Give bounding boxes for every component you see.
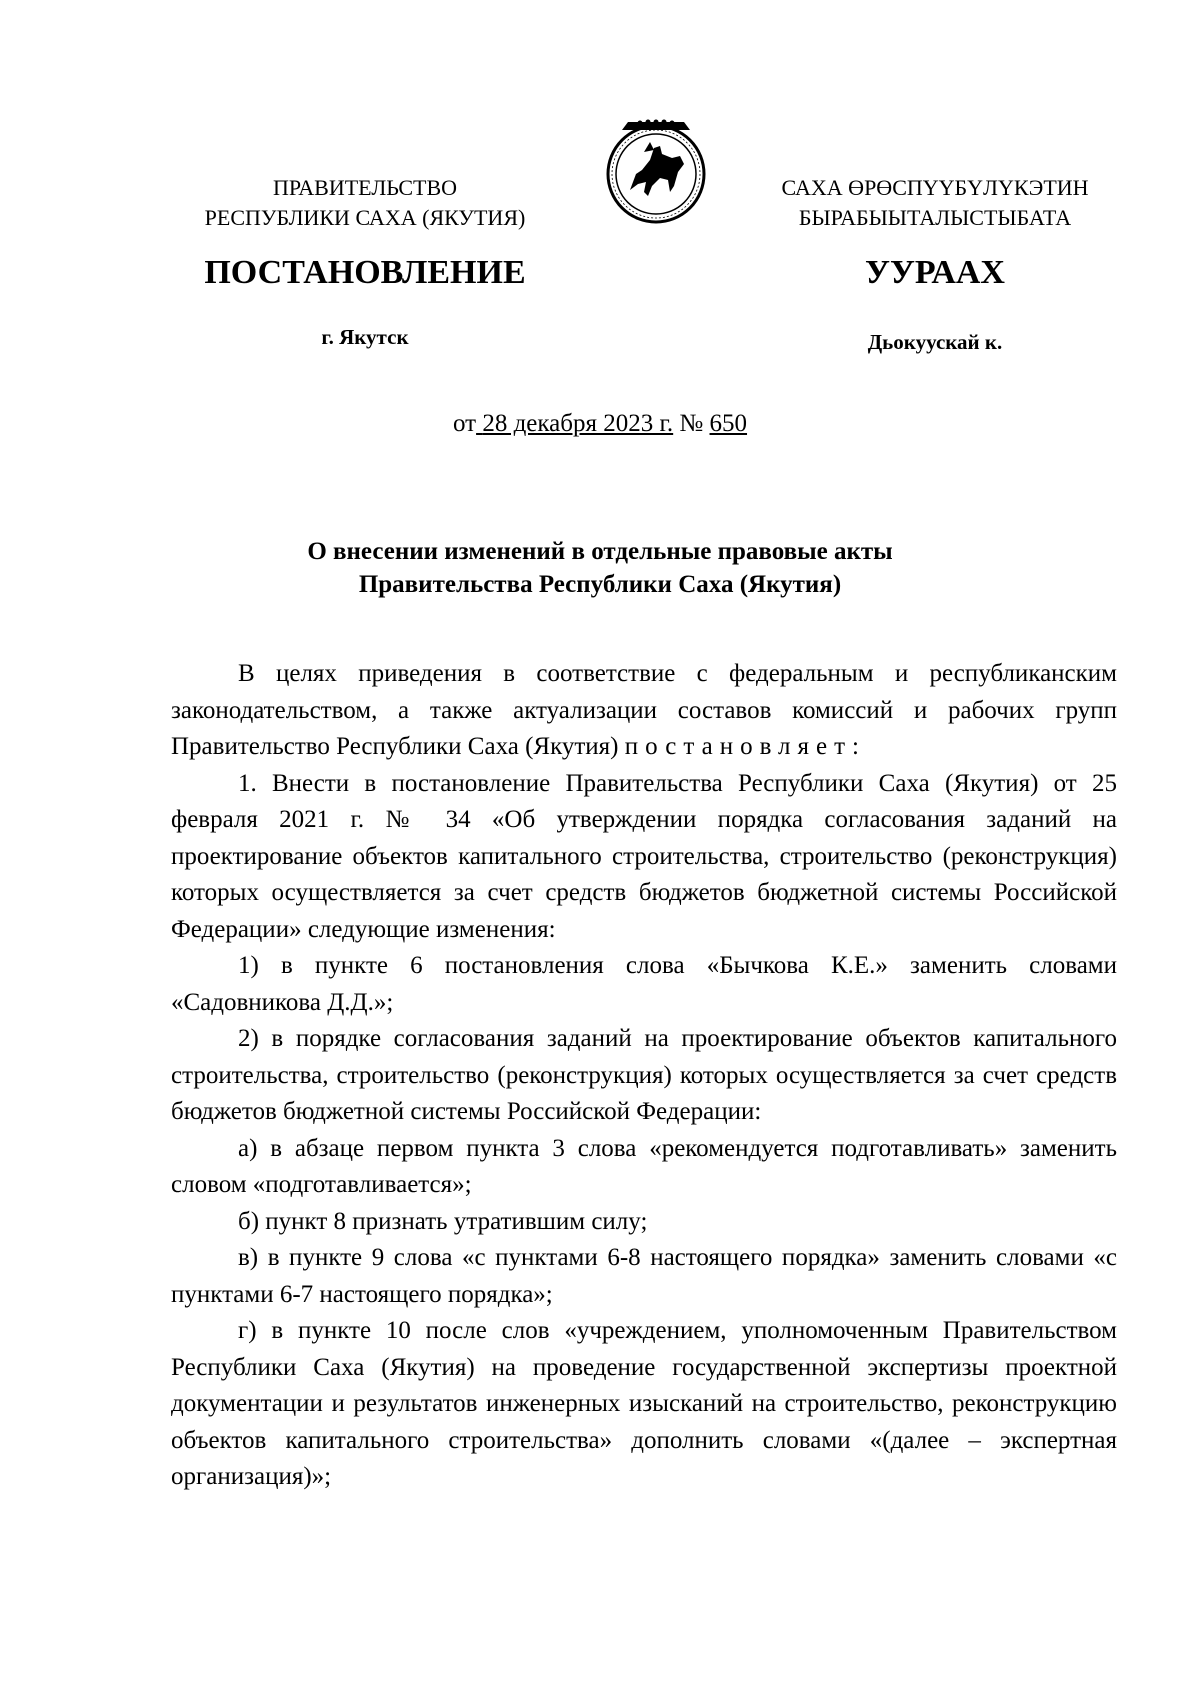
city-sah: Дьокуускай к. [867,330,1003,354]
paragraph-1: 1. Внести в постановление Правительства Республики Саха (Якутия) от 25 февраля 2021 г. № 34 «Об утверждении порядка согласования заданий на проектирование объектов капитального строительства, строительство (реконструкция) которых осуществляется за счет средств бюджетов бюджетной системы Российской Федерации» следующие изменения: [171,769,1117,943]
doc-type-ru: ПОСТАНОВЛЕНИЕ [204,254,526,291]
document-date: 28 декабря 2023 г. [482,410,674,437]
coat-of-arms-seal-icon [584,112,728,226]
paragraph-v: в) в пункте 9 слова «с пунктами 6-8 настоящего порядка» заменить словами «с пунктами 6-7 настоящего порядка»; [171,1244,1117,1308]
paragraph-g: г) в пункте 10 после слов «учреждением, уполномоченным Правительством Республики Саха (Якутия) на проведение государственной экспертизы проектной документации и результатов инженерных изысканий на строительство, реконструкцию объектов капитального строительства» дополнить словами «(далее – экспертная организация)»; [171,1317,1117,1490]
header-right [745,173,1125,233]
government-name-sah-line2: БЫРАБЫЫТАЛЫСТЫБАТА [798,205,1072,230]
doc-type-sah: УУРААХ [865,254,1005,291]
city-ru: г. Якутск [321,325,409,349]
title-line2: Правительства Республики Саха (Якутия) [358,571,842,598]
resolution-verb: постановляет: [624,733,866,760]
government-name-sah-line1: САХА ӨРӨСПҮҮБҮЛҮКЭТИН [781,175,1089,200]
paragraph-1-2: 2) в порядке согласования заданий на проектирование объектов капитального строительства, строительство (реконструкция) которых осуществляется за счет средств бюджетов бюджетной системы Российской Федерации: [171,1025,1117,1125]
government-name-ru-line1: ПРАВИТЕЛЬСТВО [272,175,458,200]
paragraph-b: б) пункт 8 признать утратившим силу; [238,1207,648,1235]
number-prefix: № [679,410,704,437]
date-line [0,410,1200,438]
document-body [171,656,1117,1496]
header-left [150,173,580,233]
paragraph-a: а) в абзаце первом пункта 3 слова «рекомендуется подготавливать» заменить словом «подготавливается»; [171,1134,1117,1198]
document-number: 650 [709,410,748,437]
government-name-ru-line2: РЕСПУБЛИКИ САХА (ЯКУТИЯ) [204,205,526,230]
title-line1: О внесении изменений в отдельные правовые акты [307,538,893,565]
paragraph-1-1: 1) в пункте 6 постановления слова «Бычкова К.Е.» заменить словами «Садовникова Д.Д.»; [171,952,1117,1016]
date-prefix: от [452,410,477,437]
intro-paragraph: В целях приведения в соответствие с федеральным и республиканским законодательством, а также актуализации составов комиссий и рабочих групп Правительство Республики Саха (Якутия) постановляет: [171,660,1117,760]
document-title [150,535,1050,601]
